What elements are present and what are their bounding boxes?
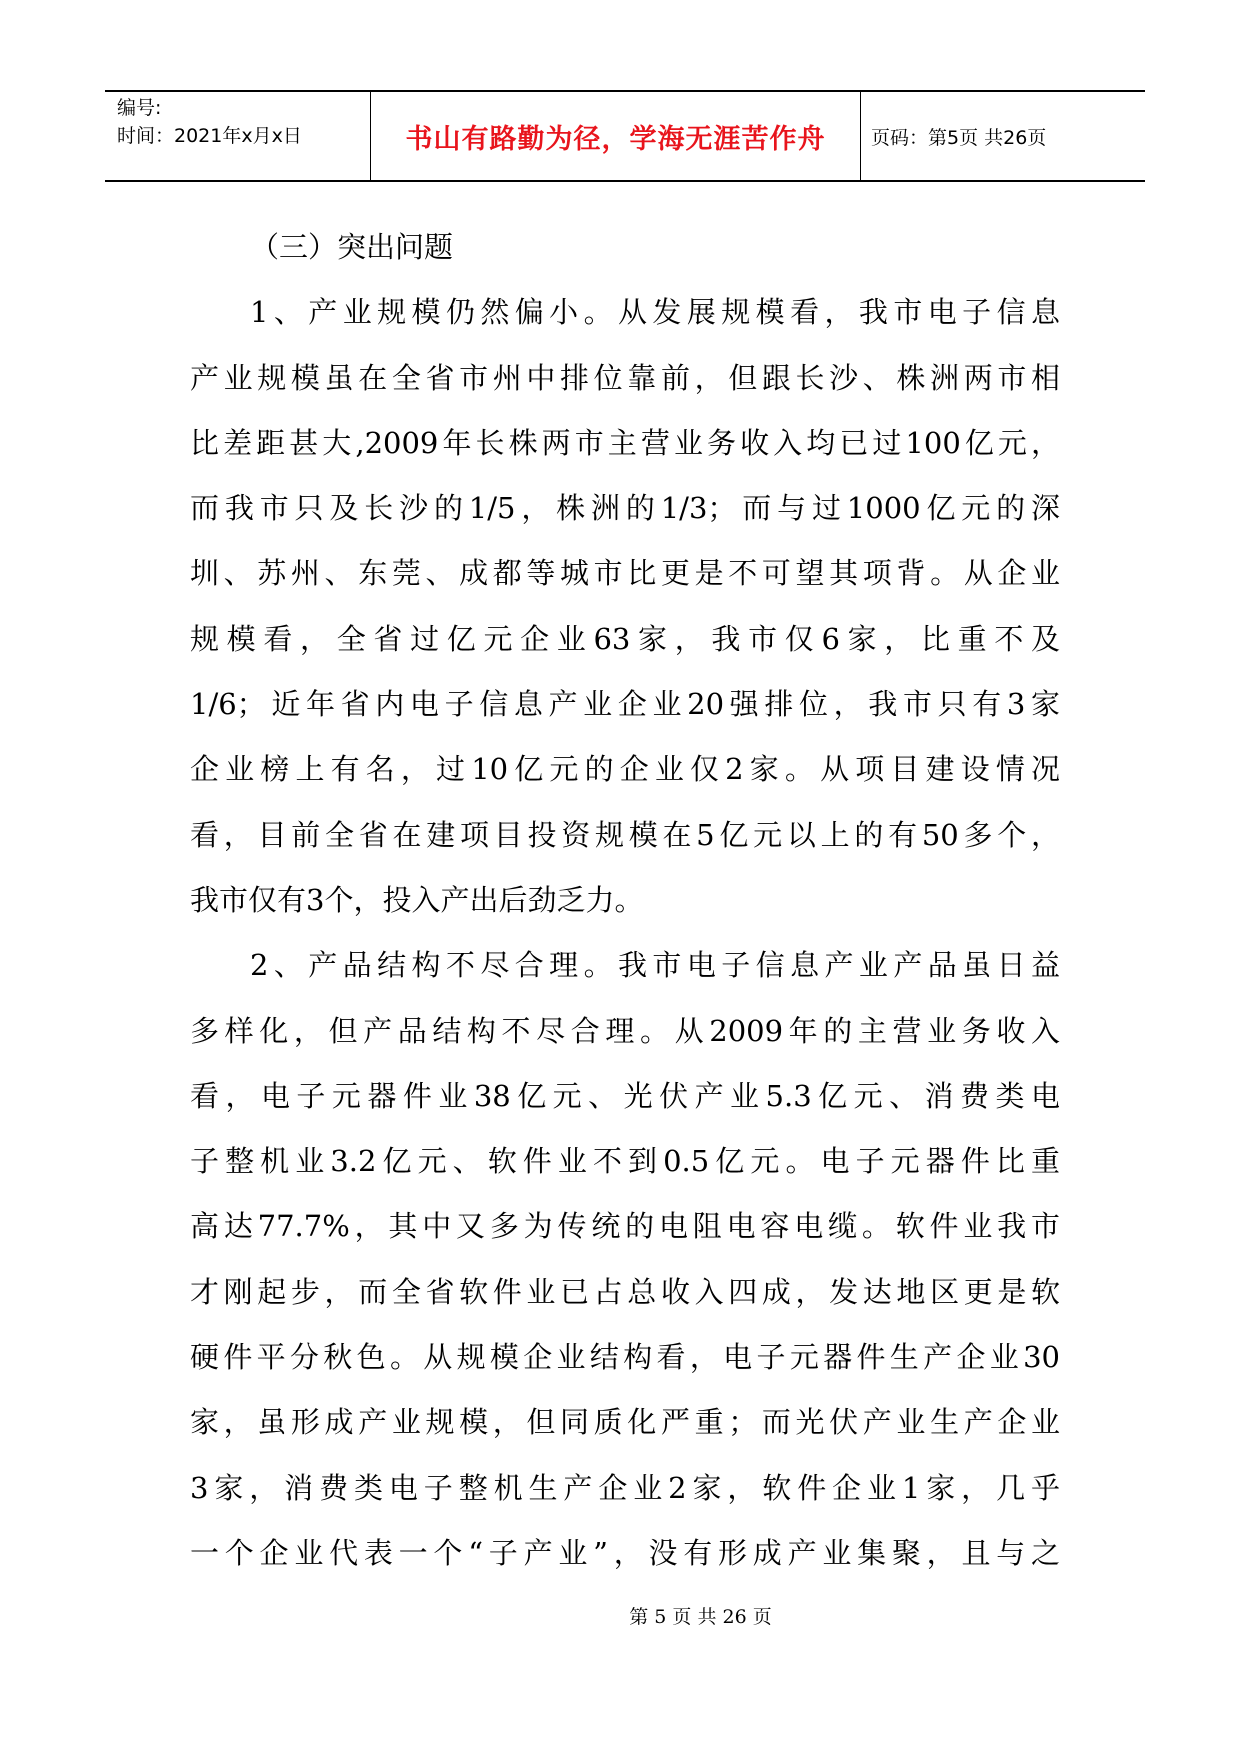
body-text-line: 多样化，但产品结构不尽合理。从2009年的主营业务收入 <box>190 1013 1060 1048</box>
body-text-line: 高达77.7%，其中又多为传统的电阻电容电缆。软件业我市 <box>190 1209 1060 1244</box>
body-text-line: 看，目前全省在建项目投资规模在5亿元以上的有50多个， <box>190 817 1060 852</box>
body-text-line: 规模看，全省过亿元企业63家，我市仅6家，比重不及 <box>190 621 1060 656</box>
body-text-line: 2、产品结构不尽合理。我市电子信息产业产品虽日益 <box>250 948 1060 983</box>
page-footer: 第 5 页 共 26 页 <box>629 1606 772 1628</box>
header-page-label: 页码：第5页 共26页 <box>871 126 1047 149</box>
body-text-line: 产业规模虽在全省市州中排位靠前，但跟长沙、株洲两市相 <box>190 360 1060 395</box>
body-text-line: 3家，消费类电子整机生产企业2家，软件企业1家，几乎 <box>190 1470 1060 1505</box>
document-body <box>190 215 1060 1586</box>
section-heading: （三）突出问题 <box>250 230 454 264</box>
body-text-line: 比差距甚大,2009年长株两市主营业务收入均已过100亿元， <box>190 425 1060 460</box>
body-text-line: 我市仅有3个，投入产出后劲乏力。 <box>190 882 644 917</box>
body-text-line: 才刚起步，而全省软件业已占总收入四成，发达地区更是软 <box>190 1274 1060 1309</box>
body-text-line: 硬件平分秋色。从规模企业结构看，电子元器件生产企业30 <box>190 1340 1060 1375</box>
body-text-line: 企业榜上有名，过10亿元的企业仅2家。从项目建设情况 <box>190 752 1060 787</box>
body-text-line: 看，电子元器件业38亿元、光伏产业5.3亿元、消费类电 <box>190 1078 1060 1113</box>
header-meta <box>117 94 367 150</box>
body-text-line: 1/6；近年省内电子信息产业企业20强排位，我市只有3家 <box>190 687 1060 722</box>
body-text-line: 而我市只及长沙的1/5，株洲的1/3；而与过1000亿元的深 <box>190 491 1060 526</box>
document-number-label: 编号: <box>117 97 162 119</box>
body-text-line: 子整机业3.2亿元、软件业不到0.5亿元。电子元器件比重 <box>190 1144 1060 1179</box>
body-text-line: 一个企业代表一个“子产业”，没有形成产业集聚，且与之 <box>190 1535 1060 1570</box>
page-header <box>105 90 1145 182</box>
document-time-label: 时间：2021年x月x日 <box>117 125 302 147</box>
body-text-line: 家，虽形成产业规模，但同质化严重；而光伏产业生产企业 <box>190 1405 1060 1440</box>
body-text-line: 圳、苏州、东莞、成都等城市比更是不可望其项背。从企业 <box>190 556 1060 591</box>
header-divider <box>860 92 861 180</box>
header-motto: 书山有路勤为径，学海无涯苦作舟 <box>405 123 826 155</box>
body-text-line: 1、产业规模仍然偏小。从发展规模看，我市电子信息 <box>250 295 1060 330</box>
